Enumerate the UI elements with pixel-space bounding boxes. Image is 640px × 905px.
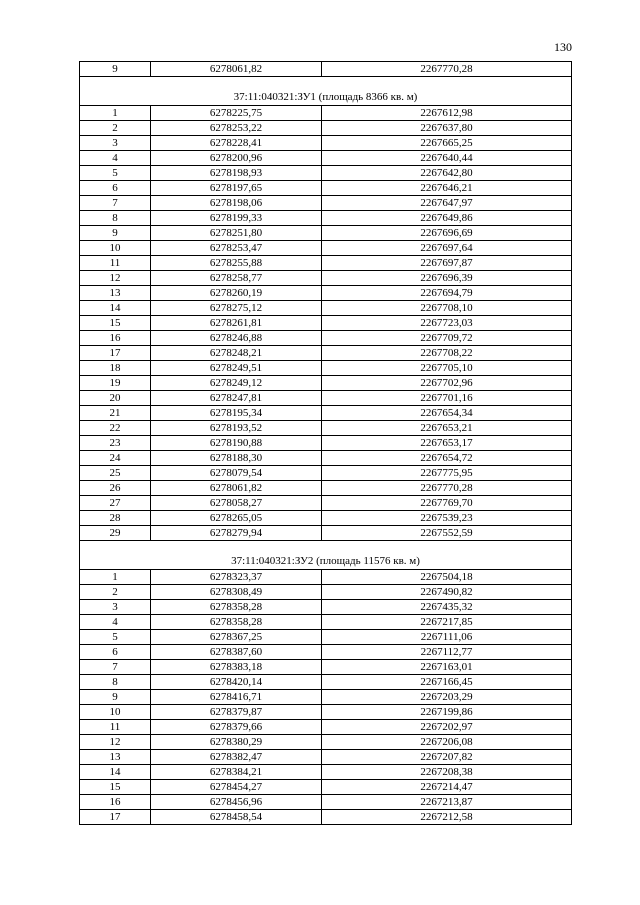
point-number-cell: 18 <box>80 361 151 376</box>
y-coordinate-cell: 2267653,17 <box>322 436 572 451</box>
point-number-cell: 7 <box>80 196 151 211</box>
x-coordinate-cell: 6278379,87 <box>151 705 322 720</box>
y-coordinate-cell: 2267217,85 <box>322 615 572 630</box>
x-coordinate-cell: 6278198,06 <box>151 196 322 211</box>
point-number-cell: 9 <box>80 62 151 77</box>
x-coordinate-cell: 6278420,14 <box>151 675 322 690</box>
y-coordinate-cell: 2267697,64 <box>322 241 572 256</box>
y-coordinate-cell: 2267112,77 <box>322 645 572 660</box>
x-coordinate-cell: 6278251,80 <box>151 226 322 241</box>
point-number-cell: 22 <box>80 421 151 436</box>
point-number-cell: 16 <box>80 331 151 346</box>
x-coordinate-cell: 6278367,25 <box>151 630 322 645</box>
spacer-cell <box>80 541 572 554</box>
y-coordinate-cell: 2267649,86 <box>322 211 572 226</box>
y-coordinate-cell: 2267208,38 <box>322 765 572 780</box>
x-coordinate-cell: 6278416,71 <box>151 690 322 705</box>
y-coordinate-cell: 2267665,25 <box>322 136 572 151</box>
table-row <box>80 346 572 361</box>
table-row <box>80 675 572 690</box>
point-number-cell: 8 <box>80 211 151 226</box>
x-coordinate-cell: 6278199,33 <box>151 211 322 226</box>
table-row <box>80 166 572 181</box>
x-coordinate-cell: 6278079,54 <box>151 466 322 481</box>
table-row <box>80 451 572 466</box>
point-number-cell: 5 <box>80 166 151 181</box>
table-row <box>80 181 572 196</box>
y-coordinate-cell: 2267702,96 <box>322 376 572 391</box>
point-number-cell: 12 <box>80 271 151 286</box>
point-number-cell: 4 <box>80 151 151 166</box>
x-coordinate-cell: 6278358,28 <box>151 615 322 630</box>
x-coordinate-cell: 6278255,88 <box>151 256 322 271</box>
table-row <box>80 735 572 750</box>
x-coordinate-cell: 6278247,81 <box>151 391 322 406</box>
table-row <box>80 645 572 660</box>
x-coordinate-cell: 6278188,30 <box>151 451 322 466</box>
y-coordinate-cell: 2267213,87 <box>322 795 572 810</box>
x-coordinate-cell: 6278358,28 <box>151 600 322 615</box>
x-coordinate-cell: 6278275,12 <box>151 301 322 316</box>
x-coordinate-cell: 6278261,81 <box>151 316 322 331</box>
y-coordinate-cell: 2267694,79 <box>322 286 572 301</box>
table-row <box>80 630 572 645</box>
table-row <box>80 795 572 810</box>
y-coordinate-cell: 2267539,23 <box>322 511 572 526</box>
x-coordinate-cell: 6278458,54 <box>151 810 322 825</box>
x-coordinate-cell: 6278260,19 <box>151 286 322 301</box>
x-coordinate-cell: 6278382,47 <box>151 750 322 765</box>
x-coordinate-cell: 6278061,82 <box>151 62 322 77</box>
point-number-cell: 15 <box>80 316 151 331</box>
y-coordinate-cell: 2267207,82 <box>322 750 572 765</box>
table-row <box>80 481 572 496</box>
table-row <box>80 361 572 376</box>
spacer-cell <box>80 77 572 90</box>
point-number-cell: 13 <box>80 286 151 301</box>
x-coordinate-cell: 6278197,65 <box>151 181 322 196</box>
x-coordinate-cell: 6278225,75 <box>151 106 322 121</box>
point-number-cell: 2 <box>80 585 151 600</box>
y-coordinate-cell: 2267770,28 <box>322 481 572 496</box>
x-coordinate-cell: 6278249,12 <box>151 376 322 391</box>
table-row <box>80 62 572 77</box>
table-row <box>80 585 572 600</box>
table-row <box>80 511 572 526</box>
table-row <box>80 301 572 316</box>
table-row <box>80 496 572 511</box>
table-row <box>80 705 572 720</box>
point-number-cell: 12 <box>80 735 151 750</box>
point-number-cell: 23 <box>80 436 151 451</box>
point-number-cell: 28 <box>80 511 151 526</box>
section-header-row <box>80 553 572 570</box>
table-row <box>80 466 572 481</box>
y-coordinate-cell: 2267646,21 <box>322 181 572 196</box>
table-row <box>80 780 572 795</box>
y-coordinate-cell: 2267654,72 <box>322 451 572 466</box>
table-row <box>80 271 572 286</box>
section-spacer <box>80 541 572 554</box>
table-row <box>80 421 572 436</box>
y-coordinate-cell: 2267705,10 <box>322 361 572 376</box>
table-row <box>80 286 572 301</box>
y-coordinate-cell: 2267166,45 <box>322 675 572 690</box>
point-number-cell: 9 <box>80 690 151 705</box>
point-number-cell: 3 <box>80 600 151 615</box>
table-row <box>80 750 572 765</box>
x-coordinate-cell: 6278323,37 <box>151 570 322 585</box>
point-number-cell: 14 <box>80 765 151 780</box>
y-coordinate-cell: 2267504,18 <box>322 570 572 585</box>
x-coordinate-cell: 6278253,47 <box>151 241 322 256</box>
y-coordinate-cell: 2267701,16 <box>322 391 572 406</box>
x-coordinate-cell: 6278253,22 <box>151 121 322 136</box>
x-coordinate-cell: 6278383,18 <box>151 660 322 675</box>
y-coordinate-cell: 2267490,82 <box>322 585 572 600</box>
y-coordinate-cell: 2267708,22 <box>322 346 572 361</box>
table-row <box>80 765 572 780</box>
point-number-cell: 1 <box>80 570 151 585</box>
table-row <box>80 436 572 451</box>
table-row <box>80 196 572 211</box>
y-coordinate-cell: 2267769,70 <box>322 496 572 511</box>
y-coordinate-cell: 2267770,28 <box>322 62 572 77</box>
table-row <box>80 690 572 705</box>
point-number-cell: 6 <box>80 645 151 660</box>
y-coordinate-cell: 2267696,69 <box>322 226 572 241</box>
table-row <box>80 570 572 585</box>
y-coordinate-cell: 2267696,39 <box>322 271 572 286</box>
y-coordinate-cell: 2267654,34 <box>322 406 572 421</box>
section-header-row <box>80 89 572 106</box>
point-number-cell: 26 <box>80 481 151 496</box>
section-spacer <box>80 77 572 90</box>
y-coordinate-cell: 2267199,86 <box>322 705 572 720</box>
point-number-cell: 5 <box>80 630 151 645</box>
table-row <box>80 136 572 151</box>
y-coordinate-cell: 2267640,44 <box>322 151 572 166</box>
table-row <box>80 720 572 735</box>
y-coordinate-cell: 2267163,01 <box>322 660 572 675</box>
point-number-cell: 24 <box>80 451 151 466</box>
x-coordinate-cell: 6278384,21 <box>151 765 322 780</box>
point-number-cell: 14 <box>80 301 151 316</box>
x-coordinate-cell: 6278200,96 <box>151 151 322 166</box>
table-row <box>80 226 572 241</box>
table-row <box>80 151 572 166</box>
x-coordinate-cell: 6278195,34 <box>151 406 322 421</box>
point-number-cell: 2 <box>80 121 151 136</box>
y-coordinate-cell: 2267708,10 <box>322 301 572 316</box>
x-coordinate-cell: 6278193,52 <box>151 421 322 436</box>
point-number-cell: 25 <box>80 466 151 481</box>
y-coordinate-cell: 2267647,97 <box>322 196 572 211</box>
table-row <box>80 526 572 541</box>
point-number-cell: 11 <box>80 720 151 735</box>
point-number-cell: 10 <box>80 705 151 720</box>
y-coordinate-cell: 2267775,95 <box>322 466 572 481</box>
x-coordinate-cell: 6278279,94 <box>151 526 322 541</box>
x-coordinate-cell: 6278249,51 <box>151 361 322 376</box>
page-number: 130 <box>554 40 572 54</box>
x-coordinate-cell: 6278387,60 <box>151 645 322 660</box>
x-coordinate-cell: 6278258,77 <box>151 271 322 286</box>
y-coordinate-cell: 2267637,80 <box>322 121 572 136</box>
point-number-cell: 11 <box>80 256 151 271</box>
point-number-cell: 15 <box>80 780 151 795</box>
point-number-cell: 20 <box>80 391 151 406</box>
y-coordinate-cell: 2267202,97 <box>322 720 572 735</box>
x-coordinate-cell: 6278379,66 <box>151 720 322 735</box>
point-number-cell: 27 <box>80 496 151 511</box>
x-coordinate-cell: 6278248,21 <box>151 346 322 361</box>
x-coordinate-cell: 6278058,27 <box>151 496 322 511</box>
point-number-cell: 4 <box>80 615 151 630</box>
x-coordinate-cell: 6278190,88 <box>151 436 322 451</box>
section-title: 37:11:040321:ЗУ2 (площадь 11576 кв. м) <box>80 553 572 570</box>
x-coordinate-cell: 6278454,27 <box>151 780 322 795</box>
y-coordinate-cell: 2267709,72 <box>322 331 572 346</box>
point-number-cell: 21 <box>80 406 151 421</box>
x-coordinate-cell: 6278061,82 <box>151 481 322 496</box>
coordinates-table <box>79 61 572 825</box>
point-number-cell: 7 <box>80 660 151 675</box>
x-coordinate-cell: 6278228,41 <box>151 136 322 151</box>
y-coordinate-cell: 2267653,21 <box>322 421 572 436</box>
point-number-cell: 17 <box>80 810 151 825</box>
y-coordinate-cell: 2267723,03 <box>322 316 572 331</box>
point-number-cell: 1 <box>80 106 151 121</box>
y-coordinate-cell: 2267435,32 <box>322 600 572 615</box>
y-coordinate-cell: 2267612,98 <box>322 106 572 121</box>
table-row <box>80 660 572 675</box>
table-row <box>80 106 572 121</box>
point-number-cell: 13 <box>80 750 151 765</box>
table-row <box>80 376 572 391</box>
y-coordinate-cell: 2267206,08 <box>322 735 572 750</box>
x-coordinate-cell: 6278265,05 <box>151 511 322 526</box>
table-row <box>80 241 572 256</box>
y-coordinate-cell: 2267212,58 <box>322 810 572 825</box>
y-coordinate-cell: 2267203,29 <box>322 690 572 705</box>
y-coordinate-cell: 2267697,87 <box>322 256 572 271</box>
point-number-cell: 8 <box>80 675 151 690</box>
table-row <box>80 121 572 136</box>
x-coordinate-cell: 6278198,93 <box>151 166 322 181</box>
table-row <box>80 211 572 226</box>
table-row <box>80 316 572 331</box>
point-number-cell: 16 <box>80 795 151 810</box>
point-number-cell: 29 <box>80 526 151 541</box>
point-number-cell: 19 <box>80 376 151 391</box>
section-title: 37:11:040321:ЗУ1 (площадь 8366 кв. м) <box>80 89 572 106</box>
point-number-cell: 6 <box>80 181 151 196</box>
table-row <box>80 331 572 346</box>
table-row <box>80 810 572 825</box>
x-coordinate-cell: 6278308,49 <box>151 585 322 600</box>
table-row <box>80 600 572 615</box>
x-coordinate-cell: 6278456,96 <box>151 795 322 810</box>
y-coordinate-cell: 2267214,47 <box>322 780 572 795</box>
y-coordinate-cell: 2267642,80 <box>322 166 572 181</box>
table-row <box>80 615 572 630</box>
table-row <box>80 256 572 271</box>
y-coordinate-cell: 2267111,06 <box>322 630 572 645</box>
point-number-cell: 10 <box>80 241 151 256</box>
point-number-cell: 3 <box>80 136 151 151</box>
y-coordinate-cell: 2267552,59 <box>322 526 572 541</box>
point-number-cell: 9 <box>80 226 151 241</box>
table-row <box>80 406 572 421</box>
x-coordinate-cell: 6278246,88 <box>151 331 322 346</box>
table-row <box>80 391 572 406</box>
point-number-cell: 17 <box>80 346 151 361</box>
x-coordinate-cell: 6278380,29 <box>151 735 322 750</box>
